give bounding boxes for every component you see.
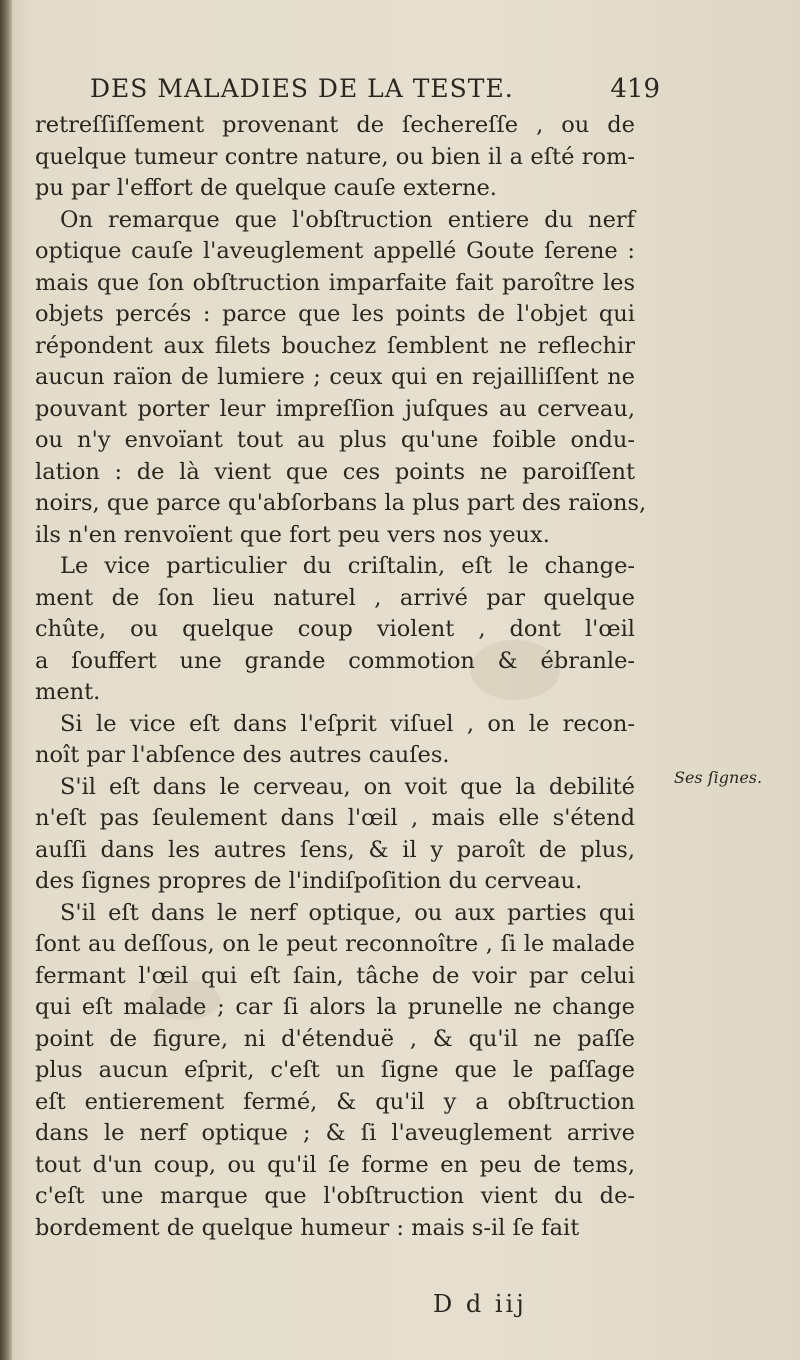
page-number: 419 [610,74,660,104]
text-line: mais que ſon obſtruction imparfaite fait paroître les [35,269,635,296]
text-line: lation : de là vient que ces points ne paroiſſent [35,458,635,485]
text-line: chûte, ou quelque coup violent , dont l'œil [35,616,635,642]
text-line: qui eſt malade ; car ſi alors la prunelle ne change [35,994,635,1020]
text-line: point de figure, ni d'étenduë , & qu'il ne paſſe [35,1025,635,1052]
text-line: objets percés : parce que les points de l'objet qui [35,301,635,327]
text-line: noît par l'abſence des autres cauſes. [35,742,450,768]
body-text [35,110,647,1244]
text-line: pu par l'effort de quelque cauſe externe. [35,175,497,201]
text-line: tout d'un coup, ou qu'il ſe forme en peu de tems, [35,1151,635,1178]
text-line: a ſouffert une grande commotion & ébranle- [35,647,635,674]
text-line: noirs, que parce qu'abſorbans la plus part des raïons, [35,490,647,516]
text-line: retreſſiſſement provenant de ſechereſſe , ou de [35,112,635,138]
text-line: n'eſt pas ſeulement dans l'œil , mais elle s'étend [35,805,635,831]
text-line: c'eſt une marque que l'obſtruction vient du de- [35,1183,635,1209]
text-line: quelque tumeur contre nature, ou bien il a eſté rom- [35,143,635,170]
page-binding-edge [0,0,12,1360]
text-line: des ſignes propres de l'indiſpoſition du cerveau. [35,868,583,894]
text-line: On remarque que l'obſtruction entiere du nerf [60,206,635,233]
page-header [90,70,660,110]
text-line: ment. [35,679,101,705]
running-title: DES MALADIES DE LA TESTE. [90,74,514,103]
text-line: ſont au deſſous, on le peut reconnoître , ſi le malade [35,931,635,957]
signature-mark: D d iij [433,1290,527,1318]
text-line: pouvant porter leur impreſſion juſques au cerveau, [35,395,635,422]
text-line: dans le nerf optique ; & ſi l'aveuglement arrive [35,1120,635,1146]
text-line: répondent aux filets bouchez ſemblent ne reflechir [35,332,635,359]
text-line: ou n'y envoïant tout au plus qu'une foible ondu- [35,427,635,453]
text-line: Si le vice eſt dans l'eſprit viſuel , on le recon- [60,710,635,737]
text-line: ils n'en renvoïent que fort peu vers nos yeux. [35,521,550,548]
text-line: S'il eſt dans le nerf optique, ou aux parties qui [60,899,635,926]
text-line: auſſi dans les autres ſens, & il y paroît de plus, [35,836,635,863]
text-line: optique cauſe l'aveuglement appellé Goute ſerene : [35,238,635,264]
text-line: bordement de quelque humeur : mais s-il ſe fait [35,1214,580,1241]
text-line: plus aucun eſprit, c'eſt un ſigne que le paſſage [35,1057,635,1083]
text-line: ment de ſon lieu naturel , arrivé par quelque [35,584,635,611]
text-line: S'il eſt dans le cerveau, on voit que la debilité [60,773,635,800]
text-line: fermant l'œil qui eſt ſain, tâche de voir par celui [35,962,635,989]
text-line: aucun raïon de lumiere ; ceux qui en rejailliſſent ne [35,364,635,390]
text-line: eſt entierement fermé, & qu'il y a obſtruction [35,1088,635,1115]
text-line: Le vice particulier du criſtalin, eſt le change- [60,553,635,579]
margin-note: Ses ſignes. [674,768,763,787]
